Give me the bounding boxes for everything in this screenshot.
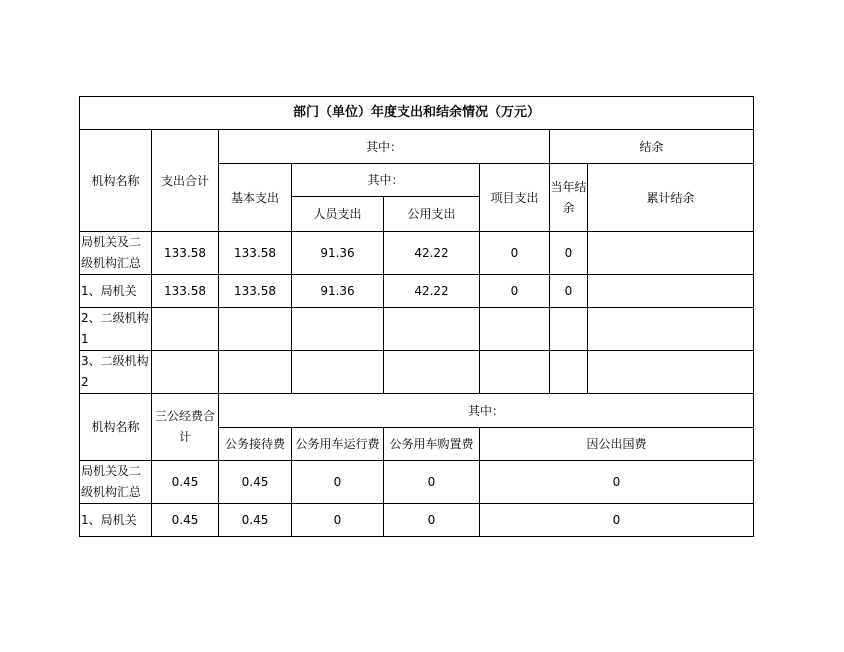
row-name: 局机关及二级机构汇总 [80,232,152,275]
header2-reception: 公务接待费 [219,428,292,461]
row-cumulative-balance [588,232,754,275]
row-total [152,351,219,394]
header-of-which: 其中： [219,130,550,164]
header2-vehicle-operation: 公务用车运行费 [292,428,384,461]
row-name: 1、局机关 [80,275,152,308]
header-cumulative-balance: 累计结余 [588,164,754,232]
header-of-which-2: 其中： [292,164,480,197]
header-total: 支出合计 [152,130,219,232]
row2-total: 0.45 [152,504,219,537]
header-basic: 基本支出 [219,164,292,232]
row-public: 42.22 [384,232,480,275]
row-basic [219,351,292,394]
header-org-name: 机构名称 [80,130,152,232]
row2-abroad: 0 [480,504,754,537]
row-current-balance: 0 [550,275,588,308]
table-row [80,504,754,537]
header2-vehicle-purchase: 公务用车购置费 [384,428,480,461]
row-project [480,308,550,351]
row-project: 0 [480,232,550,275]
row-personnel [292,351,384,394]
header-personnel: 人员支出 [292,197,384,232]
row-cumulative-balance [588,275,754,308]
row2-name: 1、局机关 [80,504,152,537]
header2-org-name: 机构名称 [80,394,152,461]
header2-abroad: 因公出国费 [480,428,754,461]
row-basic: 133.58 [219,232,292,275]
row2-vehicle-operation: 0 [292,461,384,504]
row-total [152,308,219,351]
row-total: 133.58 [152,232,219,275]
row-project: 0 [480,275,550,308]
row-name: 2、二级机构1 [80,308,152,351]
table-row [80,308,754,351]
header-balance: 结余 [550,130,754,164]
row-name: 3、二级机构2 [80,351,152,394]
table-row [80,232,754,275]
row-current-balance [550,351,588,394]
row-total: 133.58 [152,275,219,308]
row-personnel: 91.36 [292,275,384,308]
row-cumulative-balance [588,351,754,394]
row2-abroad: 0 [480,461,754,504]
row-current-balance [550,308,588,351]
table-row [80,351,754,394]
header2-three-public-total: 三公经费合计 [152,394,219,461]
row-public [384,351,480,394]
row-personnel [292,308,384,351]
row2-reception: 0.45 [219,504,292,537]
header-current-year-balance: 当年结余 [550,164,588,232]
header-public: 公用支出 [384,197,480,232]
header-project: 项目支出 [480,164,550,232]
row-current-balance: 0 [550,232,588,275]
table-row [80,275,754,308]
expenditure-balance-table [79,96,754,537]
row-personnel: 91.36 [292,232,384,275]
row-basic [219,308,292,351]
row-cumulative-balance [588,308,754,351]
row2-vehicle-operation: 0 [292,504,384,537]
row2-reception: 0.45 [219,461,292,504]
table-row [80,461,754,504]
row2-vehicle-purchase: 0 [384,461,480,504]
row2-total: 0.45 [152,461,219,504]
row-public [384,308,480,351]
table-title: 部门（单位）年度支出和结余情况（万元） [80,97,754,130]
row-public: 42.22 [384,275,480,308]
row-basic: 133.58 [219,275,292,308]
row2-name: 局机关及二级机构汇总 [80,461,152,504]
row-project [480,351,550,394]
row2-vehicle-purchase: 0 [384,504,480,537]
header2-of-which: 其中： [219,394,754,428]
